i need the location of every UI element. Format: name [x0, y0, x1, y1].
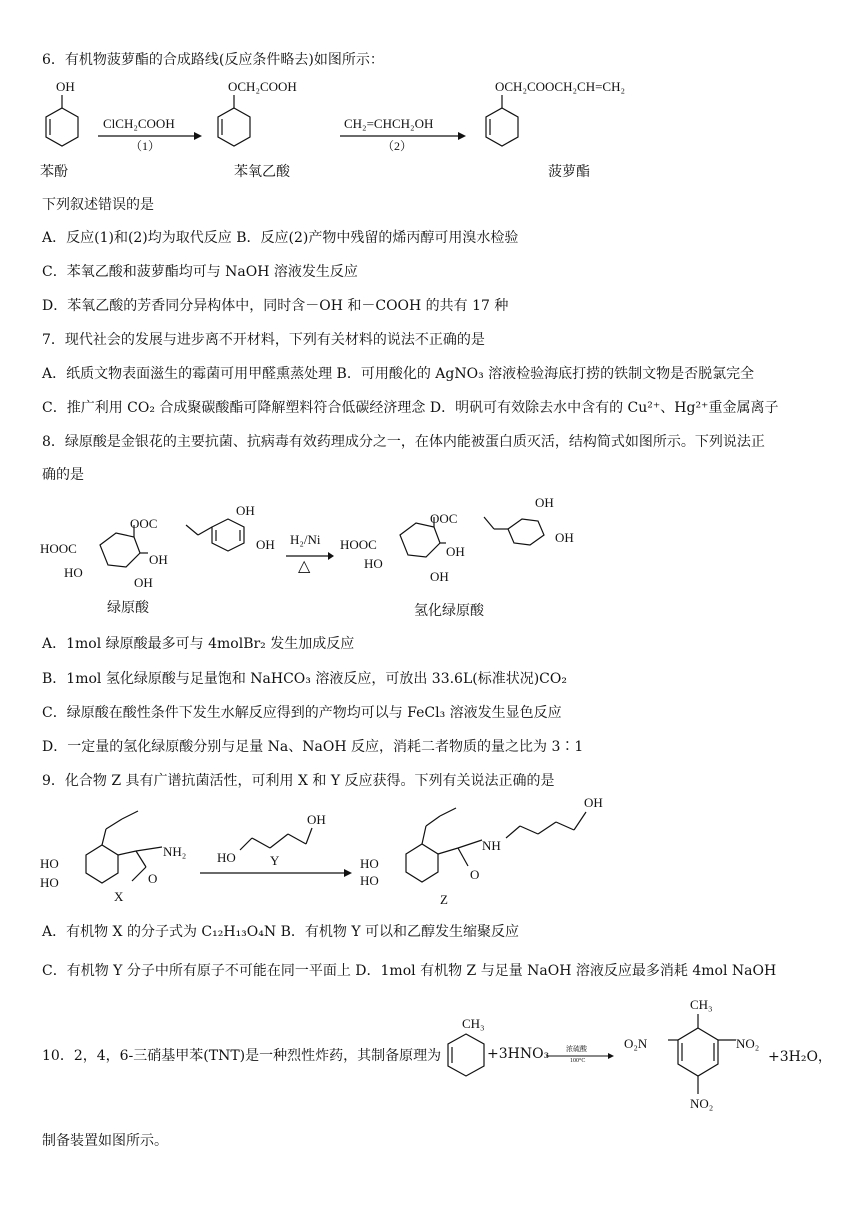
q6-question: 下列叙述错误的是: [42, 197, 154, 213]
compound-z-structure: [386, 800, 596, 890]
z-oh: OH: [584, 795, 603, 810]
chlorogenic-acid-structure: [80, 515, 270, 590]
water-product: +3H₂O，: [768, 1049, 832, 1065]
ca-oh-4: OH: [256, 537, 275, 552]
reagent-2: CH₂=CHCH₂OH: [344, 116, 434, 131]
phenol-name: 苯酚: [40, 164, 68, 180]
tnt-ch3: CH₃: [690, 997, 713, 1012]
z-nh: NH: [482, 838, 501, 853]
x-carbonyl-o: O: [148, 871, 158, 886]
toluene-ring: [444, 1030, 488, 1084]
heat-symbol: △: [298, 558, 311, 575]
x-nh2: NH₂: [163, 844, 187, 859]
hca-ho: HO: [364, 556, 383, 571]
ca-oh-2: OH: [134, 575, 153, 590]
x-ho-2: HO: [40, 875, 59, 890]
ester-substituent: OCH₂COOCH₂CH=CH₂: [495, 79, 625, 94]
q10-tail: 制备装置如图所示。: [42, 1133, 168, 1149]
tnt-ring: [656, 1012, 740, 1102]
ester-ring: [480, 95, 520, 155]
hca-oh-1: OH: [446, 544, 465, 559]
q8-stem-2: 确的是: [42, 467, 84, 483]
tnt-cond-top: 浓硫酸: [566, 1045, 587, 1053]
hno3-reagent: +3HNO₃: [487, 1046, 550, 1062]
hca-ooc: OOC: [430, 511, 458, 526]
q7-stem: 7．现代社会的发展与进步离不开材料，下列有关材料的说法不正确的是: [42, 332, 485, 348]
q9-option-c: C．有机物 Y 分子中所有原子不可能在同一平面上 D．1mol 有机物 Z 与足量 NaOH 溶液反应最多消耗 4mol NaOH: [42, 963, 777, 979]
hydrogenated-acid-name: 氢化绿原酸: [414, 603, 484, 619]
y-oh-top: OH: [307, 812, 326, 827]
hca-hooc: HOOC: [340, 537, 377, 552]
ca-oh-1: OH: [149, 552, 168, 567]
label-y: Y: [270, 853, 280, 868]
z-ho-2: HO: [360, 873, 379, 888]
hca-oh-4: OH: [555, 530, 574, 545]
label-z: Z: [440, 892, 448, 907]
z-ho-1: HO: [360, 856, 379, 871]
q8-stem-1: 8．绿原酸是金银花的主要抗菌、抗病毒有效药理成分之一，在体内能被蛋白质灭活，结构简式如图所示。下列说法正: [42, 434, 765, 450]
phenol-oh-label: OH: [56, 79, 75, 94]
x-ho-1: HO: [40, 856, 59, 871]
q9-option-a: A．有机物 X 的分子式为 C₁₂H₁₃O₄N B．有机物 Y 可以和乙醇发生缩聚反应: [42, 924, 520, 940]
tnt-no2-bottom: NO₂: [690, 1096, 714, 1111]
ca-hooc: HOOC: [40, 541, 77, 556]
tnt-cond-bottom: 100°C: [570, 1058, 586, 1064]
z-carbonyl-o: O: [470, 867, 480, 882]
chlorogenic-acid-name: 绿原酸: [107, 600, 149, 616]
q9-stem: 9．化合物 Z 具有广谱抗菌活性，可利用 X 和 Y 反应获得。下列有关说法正确的是: [42, 773, 555, 789]
acid-substituent: OCH₂COOH: [228, 79, 297, 94]
ca-oh-3: OH: [236, 503, 255, 518]
hca-oh-3: OH: [535, 495, 554, 510]
q8-option-c: C．绿原酸在酸性条件下发生水解反应得到的产物均可以与 FeCl₃ 溶液发生显色反应: [42, 705, 562, 721]
q8-option-a: A．1mol 绿原酸最多可与 4molBr₂ 发生加成反应: [42, 636, 355, 652]
reagent-1: ClCH₂COOH: [103, 116, 175, 131]
q7-option-c: C．推广利用 CO₂ 合成聚碳酸酯可降解塑料符合低碳经济理念 D．明矾可有效除去水中含有的 Cu²⁺、Hg²⁺重金属离子: [42, 400, 779, 416]
reaction-arrow-xy: [200, 868, 352, 878]
h2-ni-reagent: H₂/Ni: [290, 532, 321, 547]
hca-oh-2: OH: [430, 569, 449, 584]
q8-option-b: B．1mol 氢化绿原酸与足量饱和 NaHCO₃ 溶液反应，可放出 33.6L(标准状况)CO₂: [42, 671, 567, 687]
q8-option-d: D．一定量的氢化绿原酸分别与足量 Na、NaOH 反应，消耗二者物质的量之比为 3∶1: [42, 739, 584, 755]
ester-name: 菠萝酯: [548, 164, 590, 180]
q7-option-a: A．纸质文物表面滋生的霉菌可用甲醛熏蒸处理 B．可用酸化的 AgNO₃ 溶液检验海底打捞的铁制文物是否脱氯完全: [42, 366, 755, 382]
tnt-no2-right: NO₂: [736, 1036, 760, 1051]
y-ho: HO: [217, 850, 236, 865]
tnt-o2n: O₂N: [624, 1036, 648, 1051]
condition-2: （2）: [382, 139, 413, 153]
phenol-ring: [40, 95, 80, 155]
acid-name: 苯氧乙酸: [234, 164, 290, 180]
q6-option-c: C．苯氧乙酸和菠萝酯均可与 NaOH 溶液发生反应: [42, 264, 358, 280]
hydrogenated-acid-structure: [380, 505, 560, 580]
q6-option-a: A．反应(1)和(2)均为取代反应 B．反应(2)产物中残留的烯丙醇可用溴水检验: [42, 230, 519, 246]
ca-ho: HO: [64, 565, 83, 580]
q6-option-d: D．苯氧乙酸的芳香同分异构体中，同时含－OH 和－COOH 的共有 17 种: [42, 298, 509, 314]
acid-ring: [212, 95, 252, 155]
q10-stem: 10．2，4，6-三硝基甲苯(TNT)是一种烈性炸药，其制备原理为: [42, 1048, 442, 1064]
condition-1: （1）: [130, 139, 161, 153]
ca-ooc: OOC: [130, 516, 158, 531]
compound-x-structure: [66, 805, 176, 895]
label-x: X: [114, 889, 124, 904]
toluene-ch3: CH₃: [462, 1016, 485, 1031]
q6-stem: 6．有机物菠萝酯的合成路线(反应条件略去)如图所示：: [42, 52, 384, 68]
